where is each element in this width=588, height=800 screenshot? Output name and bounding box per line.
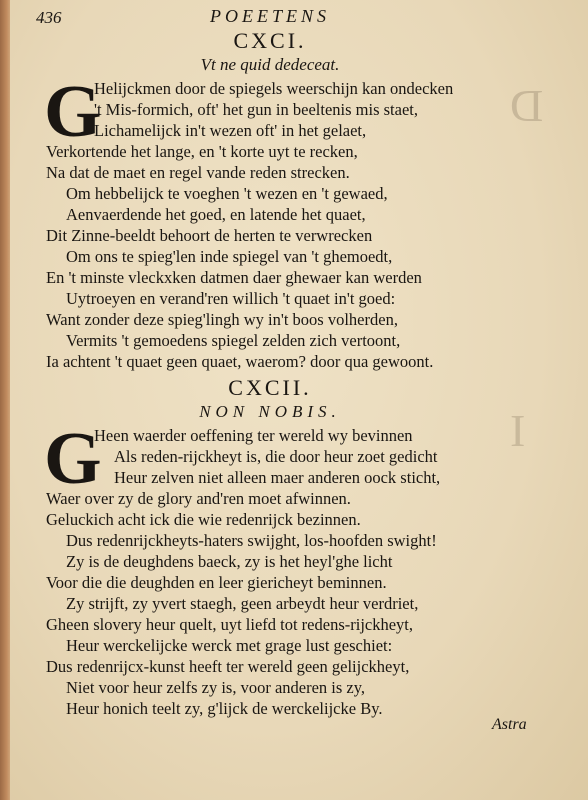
page-header	[10, 6, 588, 28]
poem-cxci	[10, 28, 588, 371]
catchword: Astra	[492, 716, 527, 733]
drop-cap-initial: G	[44, 418, 102, 500]
verse-line: Heur zelven niet alleen maer anderen oock sticht,	[114, 468, 441, 487]
running-title: POEETENS	[210, 6, 330, 26]
verse-line: Zy is de deughdens baeck, zy is het heyl'ghe licht	[66, 552, 393, 571]
book-page	[10, 0, 588, 800]
verse-line: Voor die die deughden en leer giericheyt beminnen.	[46, 573, 387, 592]
verse-line: Helijckmen door de spiegels weerschijn kan ondecken	[94, 79, 454, 98]
poem-number: CXCII.	[228, 375, 312, 400]
verse-line: Heur werckelijcke werck met grage lust geschiet:	[66, 636, 393, 655]
verse-line: Na dat de maet en regel vande reden strecken.	[46, 163, 350, 182]
verse-line: Dus redenrijckheyts-haters swijght, los-hoofden swight!	[66, 531, 437, 550]
show-through-initial-top: D	[510, 80, 544, 131]
verse-line: Niet voor heur zelfs zy is, voor anderen is zy,	[66, 678, 366, 697]
verse-line: Zy strijft, zy yvert staegh, geen arbeydt heur verdriet,	[66, 594, 419, 613]
poem-title: NON NOBIS.	[199, 402, 341, 421]
show-through-initial-bottom: I	[510, 405, 526, 456]
verse-line: Dit Zinne-beeldt behoort de herten te verwrecken	[46, 226, 373, 245]
verse-line: Heen waerder oeffening ter wereld wy bevinnen	[94, 426, 413, 445]
verse-line: Waer over zy de glory and'ren moet afwinnen.	[46, 489, 351, 508]
verse-line: Geluckich acht ick die wie redenrijck bezinnen.	[46, 510, 361, 529]
verse-line: Om hebbelijck te voeghen 't wezen en 't gewaed,	[66, 184, 388, 203]
verse-line: Als reden-rijckheyt is, die door heur zoet gedicht	[114, 447, 438, 466]
poem-title: Vt ne quid dedeceat.	[200, 55, 340, 74]
verse-line: Vermits 't gemoedens spiegel zelden zich vertoont,	[66, 331, 401, 350]
poem-cxcii	[10, 375, 588, 718]
verse-line: Gheen slovery heur quelt, uyt liefd tot redens-rijckheyt,	[46, 615, 414, 634]
verse-line: 't Mis-formich, oft' het gun in beeltenis mis staet,	[94, 100, 418, 119]
verse-line: Uytroeyen en verand'ren willich 't quaet in't goed:	[66, 289, 396, 308]
verse-line: Aenvaerdende het goed, en latende het quaet,	[66, 205, 366, 224]
verse-line: En 't minste vleckxken datmen daer ghewaer kan werden	[46, 268, 422, 287]
verse-line: Verkortende het lange, en 't korte uyt te recken,	[46, 142, 358, 161]
verse-line: Lichamelijck in't wezen oft' in het gelaet,	[94, 121, 367, 140]
page-number: 436	[36, 8, 62, 27]
verse-line: Ia achtent 't quaet geen quaet, waerom? door qua gewoont.	[46, 352, 434, 371]
verse-line: Want zonder deze spieg'lingh wy in't boos volherden,	[46, 310, 398, 329]
drop-cap-initial: G	[44, 71, 102, 153]
verse-line: Om ons te spieg'len inde spiegel van 't ghemoedt,	[66, 247, 393, 266]
verse-line: Heur honich teelt zy, g'lijck de werckelijcke By.	[66, 699, 383, 718]
poem-number: CXCI.	[233, 28, 307, 53]
verse-line: Dus redenrijcx-kunst heeft ter wereld geen gelijckheyt,	[46, 657, 410, 676]
